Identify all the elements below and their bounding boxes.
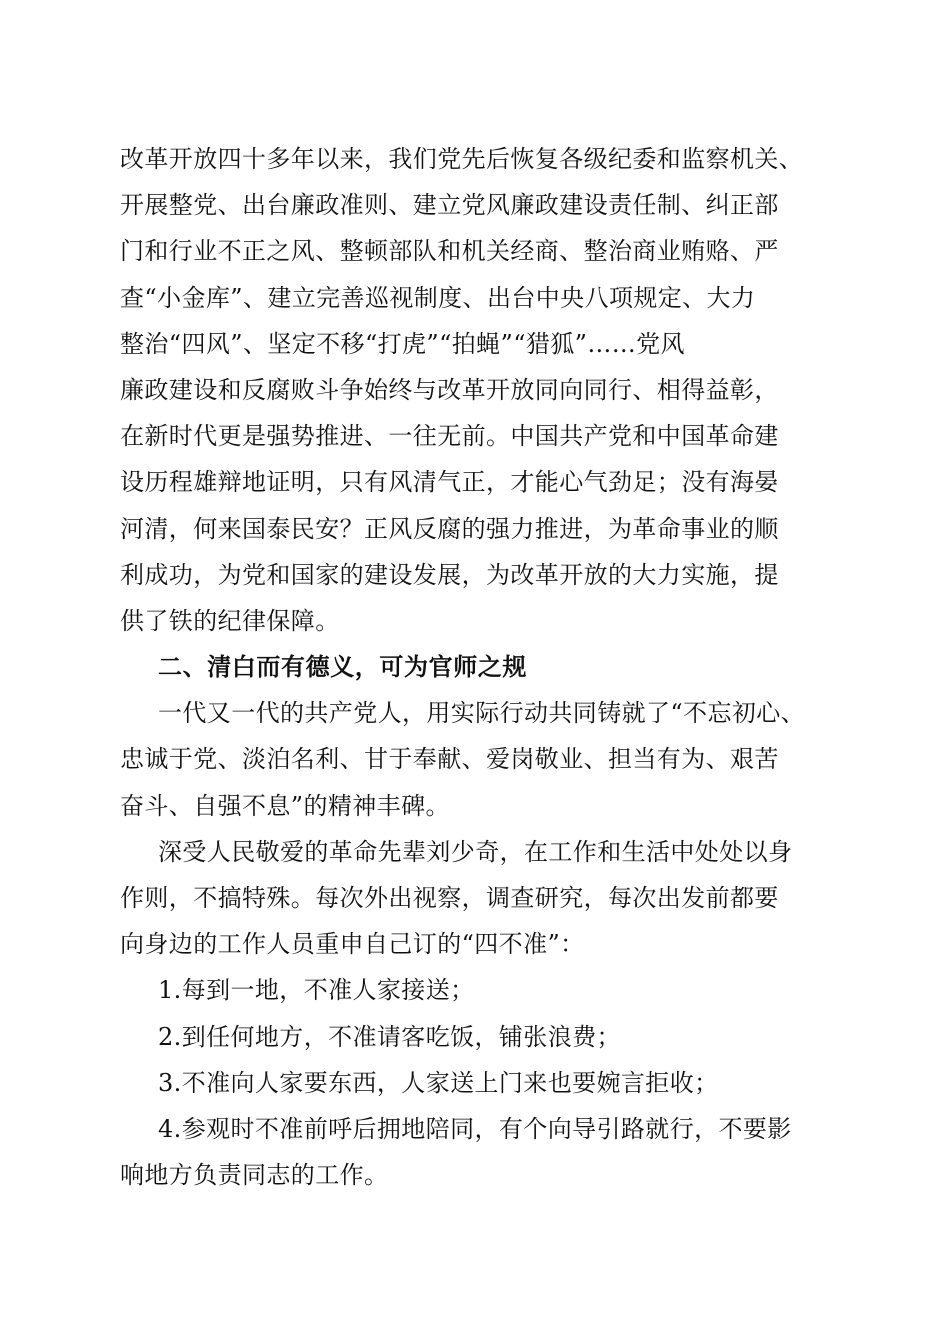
text-line: 作则，不搞特殊。每次外出视察，调查研究，每次出发前都要 [120,884,779,912]
four-rules-list [120,967,832,1198]
list-item-continuation: 响地方负责同志的工作。 [120,1161,389,1190]
list-item: 4.参观时不准前呼后拥地陪同，有个向导引路就行，不要影 [158,1114,792,1143]
text-line: 设历程雄辩地证明，只有风清气正，才能心气劲足；没有海晏 [120,468,779,497]
text-line: 门和行业不正之风、整顿部队和机关经商、整治商业贿赂、严 [120,237,779,266]
section-heading: 二、清白而有德义，可为官师之规 [158,652,527,682]
text-line: 奋斗、自强不息”的精神丰碑。 [120,791,450,820]
text-line: 供了铁的纪律保障。 [120,606,340,635]
text-line: 廉政建设和反腐败斗争始终与改革开放同向同行、相得益彰， [120,375,779,404]
text-line: 河清，何来国泰民安？正风反腐的强力推进，为革命事业的顺 [120,514,779,543]
text-line: 整治“四风”、坚定不移“打虎”“拍蝇”“猎狐”……党风 [120,329,685,358]
text-line: 在新时代更是强势推进、一往无前。中国共产党和中国革命建 [120,422,779,451]
text-line: 开展整党、出台廉政准则、建立党风廉政建设责任制、纠正部 [120,191,779,220]
text-line: 改革开放四十多年以来，我们党先后恢复各级纪委和监察机关、 [120,145,804,173]
text-line: 查“小金库”、建立完善巡视制度、出台中央八项规定、大力 [120,283,756,312]
text-line: 利成功，为党和国家的建设发展，为改革开放的大力实施，提 [120,560,779,589]
text-line: 一代又一代的共产党人，用实际行动共同铸就了“不忘初心、 [158,699,806,728]
text-line: 向身边的工作人员重申自己订的“四不准”： [120,930,585,959]
paragraph-reform-anti-corruption [120,136,832,644]
document-body [120,136,832,1198]
paragraph-spirit-monument [120,690,832,829]
list-item: 3.不准向人家要东西，人家送上门来也要婉言拒收； [158,1068,719,1097]
text-line: 深受人民敬爱的革命先辈刘少奇，在工作和生活中处处以身 [158,837,793,866]
list-item: 2.到任何地方，不准请客吃饭，铺张浪费； [158,1022,621,1051]
text-line: 忠诚于党、淡泊名利、甘于奉献、爱岗敬业、担当有为、艰苦 [120,745,779,774]
paragraph-liu-shaoqi [120,829,832,968]
list-item: 1.每到一地，不准人家接送； [158,976,475,1005]
